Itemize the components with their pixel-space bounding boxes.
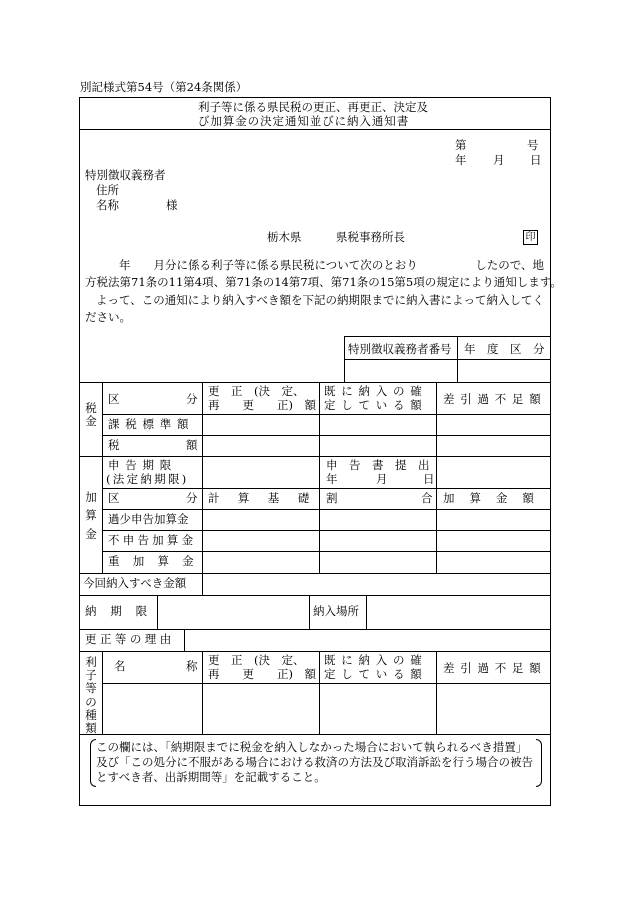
col-difference-header: 差引過不足額 (443, 392, 547, 406)
note-line2: 及び「この処分に不服がある場合における救済の方法及び取消訴訟を行う場合の被告 (96, 755, 533, 769)
under-report-penalty-label: 過少申告加算金 (108, 512, 189, 526)
seal-mark: 印 (523, 230, 538, 245)
go-label: 号 (527, 138, 539, 152)
penalty-side-label: 加算金 (85, 490, 97, 541)
form-title-line2: び加算金の決定通知並びに納入通知書 (198, 114, 410, 128)
rate-header-a: 割 (326, 491, 338, 505)
interest-type-side-label: 利子等の種類 (85, 655, 97, 736)
tax-amount-label-a: 税 (108, 438, 120, 452)
non-report-penalty-label: 不申告加算金 (108, 533, 197, 547)
payment-place-label: 納入場所 (313, 604, 359, 618)
title-rule (80, 129, 550, 130)
col-revision-header-2: 再 更 正) 額 (208, 398, 316, 412)
tax-base-label: 課税標準額 (108, 417, 195, 431)
note-bracket-right (536, 739, 542, 787)
heavy-penalty-label: 重加算金 (108, 554, 207, 568)
notice-form: 利子等に係る県民税の更正、再更正、決定及 び加算金の決定通知並びに納入通知書 第 号 年 月 日 特別徴収義務者 住所 名称 様 栃木県 県税事務所長 印 年 月分に係る利子等に係る県民税について次のとおり したので、地 方税法第71条の11第4項、第71条の14第7項、第71条の15第5項の規定により通知します。 よって、この通知により納入すべき額を下記の納期限までに納入書によって納入してく ださい。 特別徴収義務者番号 年 度 区 分 税金 区 分 更 正 (決 定、 再 更 正) 額 既に納入の確 定している額 差引過不足額 課税標準額 税 額 加算金 申告期限 (法定納期限) 申 告 書 提 出 年 月 日 区 分 計算基礎 割 合 加算金額 過少申告加算金 不申告加算金 重加算金 今回納入すべき金額 納期限 納入場所 更正等の理由 利子等の種類 名 称 更 正 (決 定、 再 更 正) 額 既に納入の確 定している額 差引過不足額 この欄には、「納期限までに税金を納入しなかった場合において執られるべき措置」 及び「この処分に不服がある場合における救済の方法及び取消訴訟を行う場合の被告 とすべき者、出訴期間等」を記載すること。 (79, 97, 551, 806)
month-label: 月 (493, 153, 505, 167)
form-title-line1: 利子等に係る県民税の更正、再更正、決定及 (198, 100, 428, 114)
body-para1-line2: 方税法第71条の11第4項、第71条の14第7項、第71条の15第5項の規定により通知します。 (85, 275, 562, 289)
col-revision-header-1: 更 正 (決 定、 (208, 384, 305, 398)
tax-side-label: 税金 (85, 401, 97, 429)
id-box-middle (344, 359, 550, 360)
penalty-amount-header: 加算金額 (443, 491, 549, 505)
filing-deadline-label: 申告期限 (108, 458, 177, 472)
body-para1-line1: 年 月分に係る利子等に係る県民税について次のとおり したので、地 (119, 258, 545, 272)
due-date-label: 納期限 (85, 604, 161, 618)
sama-label: 様 (166, 198, 178, 212)
reason-label: 更正等の理由 (85, 632, 175, 646)
fiscal-year-label: 年 度 区 分 (464, 342, 545, 356)
form-number: 別記様式第54号（第24条関係） (80, 80, 248, 94)
id-box-top (344, 336, 550, 337)
col-paid-header-2: 定している額 (324, 398, 428, 412)
total-due-label: 今回納入すべき金額 (83, 576, 187, 590)
recipient-label: 特別徴収義務者 (85, 168, 166, 182)
calc-basis-header: 計算基礎 (208, 491, 328, 505)
filing-date-label: 申 告 書 提 出 (326, 458, 430, 472)
pref-label: 栃木県 (267, 230, 302, 244)
office-label: 県税事務所長 (336, 230, 405, 244)
rate-header-b: 合 (421, 491, 433, 505)
name-label: 名称 (96, 198, 119, 212)
address-label: 住所 (96, 183, 119, 197)
note-line1: この欄には、「納期限までに税金を納入しなかった場合において執られるべき措置」 (96, 740, 528, 754)
note-line3: とすべき者、出訴期間等」を記載すること。 (96, 770, 326, 784)
body-para2-line1: よって、この通知により納入すべき額を下記の納期限までに納入書によって納入してく (96, 293, 545, 307)
withholder-number-label: 特別徴収義務者番号 (348, 342, 452, 356)
legal-deadline-label: (法定納期限) (106, 472, 189, 486)
table-top (80, 382, 550, 383)
tax-amount-label-b: 額 (186, 438, 198, 452)
year-label: 年 (455, 153, 467, 167)
dai-label: 第 (455, 138, 467, 152)
body-para2-line2: ださい。 (85, 310, 131, 324)
day-label: 日 (530, 153, 542, 167)
col-paid-header-1: 既に納入の確 (324, 384, 428, 398)
